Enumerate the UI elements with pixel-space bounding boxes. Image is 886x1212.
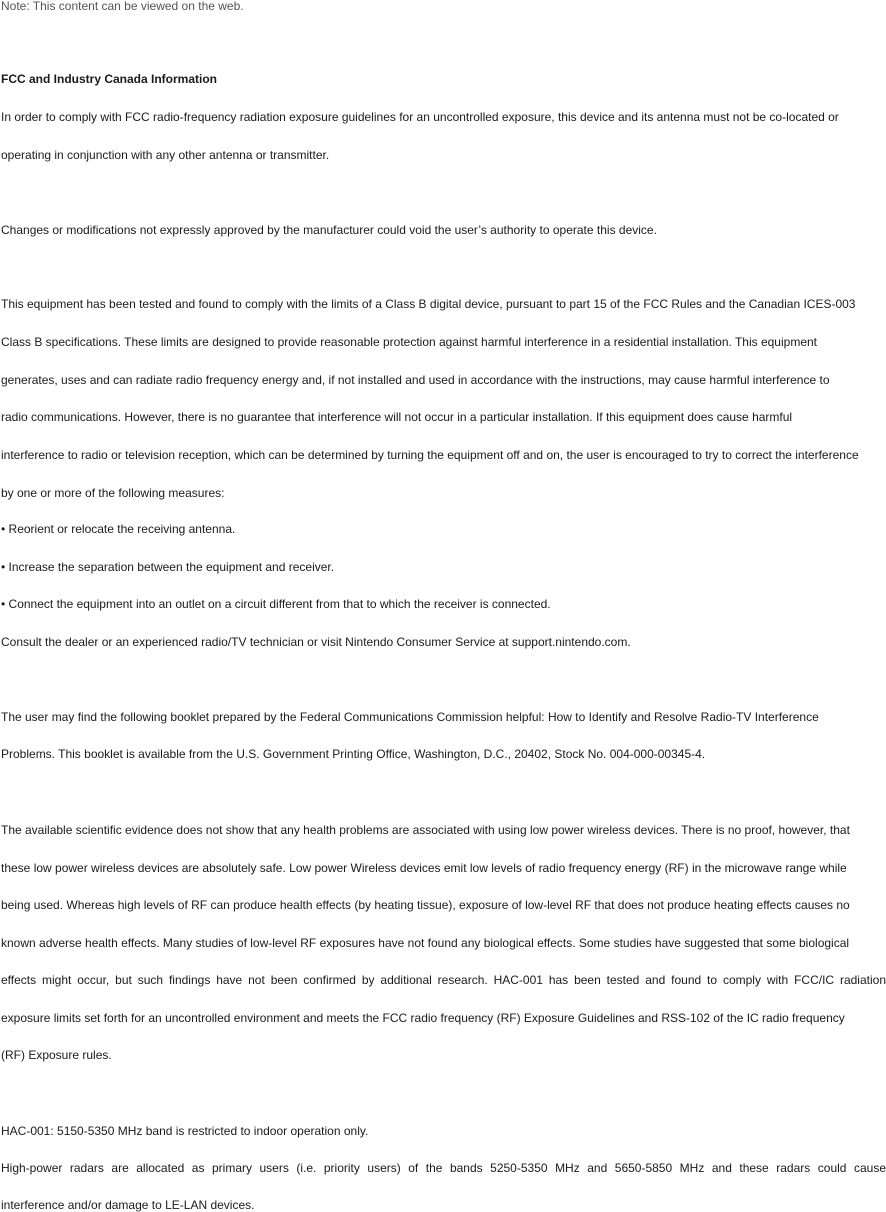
paragraph-line: The user may find the following booklet prepared by the Federal Communications Commission helpful: How to Identify and Resolve Radio-TV Interference: [1, 710, 819, 724]
bullet-item: • Connect the equipment into an outlet on a circuit different from that to which the receiver is connected.: [1, 597, 551, 611]
paragraph-line: The available scientific evidence does not show that any health problems are associated with using low power wireless devices. There is no proof, however, that: [1, 823, 850, 837]
paragraph-line: High-power radars are allocated as primary users (i.e. priority users) of the bands 5250-5350 MHz and 5650-5850 MHz and these radars could cause: [1, 1161, 886, 1175]
paragraph-line: effects might occur, but such findings have not been confirmed by additional research. HAC-001 has been tested and found to comply with FCC/IC radiation: [1, 973, 886, 987]
paragraph-line: known adverse health effects. Many studies of low-level RF exposures have not found any biological effects. Some studies have suggested that some biological: [1, 936, 850, 950]
paragraph-line: generates, uses and can radiate radio frequency energy and, if not installed and used in accordance with the instructions, may cause harmful interference to: [1, 373, 830, 387]
paragraph-line: This equipment has been tested and found to comply with the limits of a Class B digital device, pursuant to part 15 of the FCC Rules and the Canadian ICES-003: [1, 297, 856, 311]
paragraph-line: interference and/or damage to LE-LAN devices.: [1, 1198, 255, 1212]
paragraph-line: (RF) Exposure rules.: [1, 1048, 112, 1062]
bullet-item: • Reorient or relocate the receiving antenna.: [1, 522, 236, 536]
paragraph-line: by one or more of the following measures:: [1, 486, 225, 500]
paragraph-line: operating in conjunction with any other antenna or transmitter.: [1, 148, 330, 162]
paragraph-line: these low power wireless devices are absolutely safe. Low power Wireless devices emit low levels of radio frequency energy (RF) in the microwave range while: [1, 861, 847, 875]
paragraph-line: Problems. This booklet is available from the U.S. Government Printing Office, Washington, D.C., 20402, Stock No. 004-000-00345-4.: [1, 747, 706, 761]
paragraph-line: In order to comply with FCC radio-frequency radiation exposure guidelines for an uncontrolled exposure, this device and its antenna must not be co-located or: [1, 110, 839, 124]
web-note: Note: This content can be viewed on the web.: [1, 0, 244, 13]
paragraph-line: exposure limits set forth for an uncontrolled environment and meets the FCC radio frequency (RF) Exposure Guidelines and RSS-102 of the IC radio frequency: [1, 1011, 845, 1025]
paragraph-line: Consult the dealer or an experienced radio/TV technician or visit Nintendo Consumer Service at support.nintendo.com.: [1, 635, 631, 649]
paragraph-line: Changes or modifications not expressly approved by the manufacturer could void the user’s authority to operate this device.: [1, 223, 657, 237]
paragraph-line: HAC-001: 5150-5350 MHz band is restricted to indoor operation only.: [1, 1124, 369, 1138]
paragraph-line: being used. Whereas high levels of RF can produce health effects (by heating tissue), exposure of low-level RF that does not produce heating effects causes no: [1, 898, 850, 912]
paragraph-line: Class B specifications. These limits are designed to provide reasonable protection against harmful interference in a residential installation. This equipment: [1, 335, 817, 349]
bullet-item: • Increase the separation between the equipment and receiver.: [1, 560, 335, 574]
paragraph-line: radio communications. However, there is no guarantee that interference will not occur in a particular installation. If this equipment does cause harmful: [1, 410, 793, 424]
section-heading: FCC and Industry Canada Information: [1, 72, 218, 86]
paragraph-line: interference to radio or television reception, which can be determined by turning the equipment off and on, the user is encouraged to try to correct the interference: [1, 448, 859, 462]
